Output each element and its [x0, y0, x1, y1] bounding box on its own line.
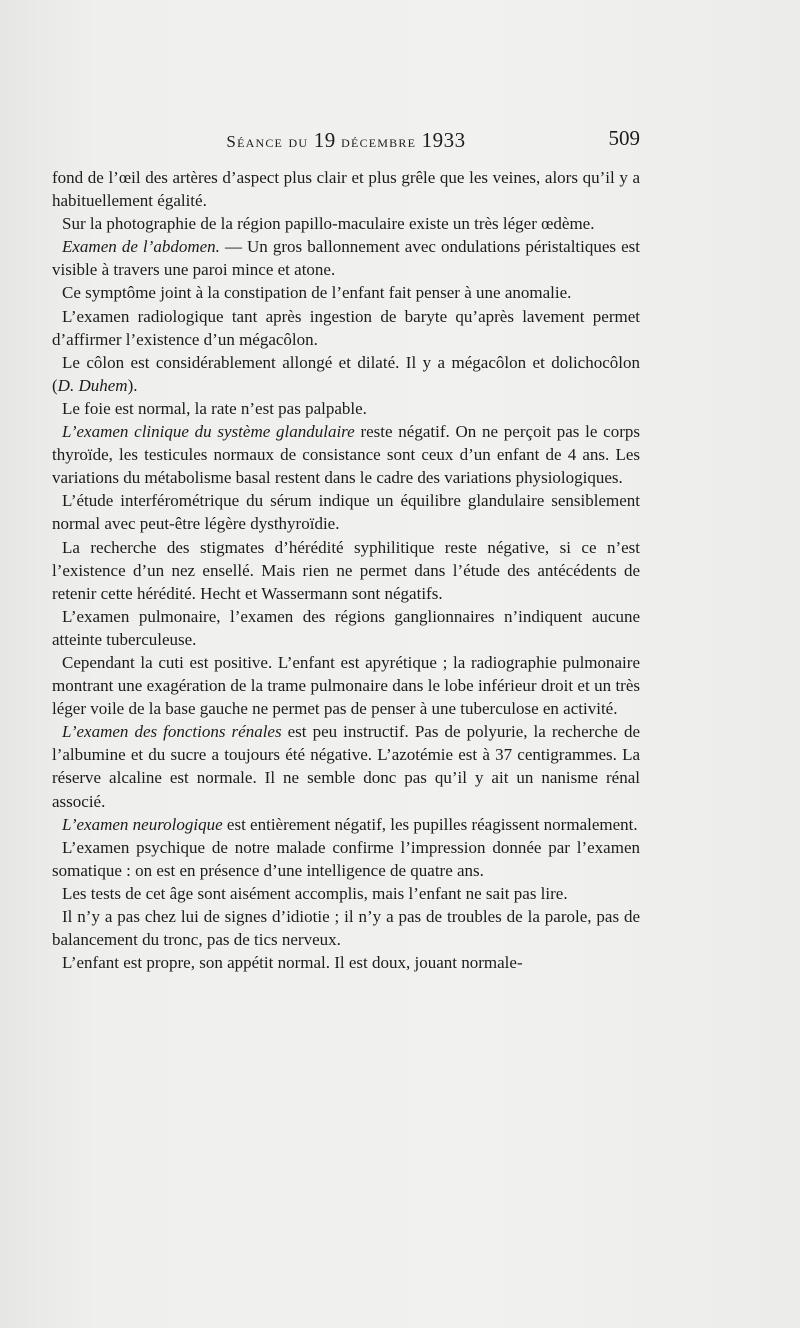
paragraph-psychique: [52, 836, 640, 882]
header-seance: Séance du: [226, 132, 309, 151]
paragraph-text: Ce symptôme joint à la constipation de l’enfant fait penser à une anomalie.: [62, 283, 572, 303]
paragraph-cuti: [52, 651, 640, 720]
paragraph-radiologique: [52, 305, 640, 351]
paragraph-text: Sur la photographie de la région papillo-maculaire existe un très léger œdème.: [62, 214, 595, 234]
paragraph-fonctions-renales: [52, 720, 640, 812]
paragraph-text: L’examen radiologique tant après ingestion de baryte qu’après lavement permet d’affirmer l’existence d’un mégacôlon.: [52, 306, 640, 349]
paragraph-idiotie: [52, 905, 640, 951]
paragraph-text: est peu instructif. Pas de polyurie, la recherche de l’albumine et du sucre a toujours été négative. L’azotémie est à 37 centigrammes. La réserve alcaline est normale. Il ne semble donc pas qu’il y ait un nanisme rénal associé.: [52, 722, 641, 811]
paragraph-fond-de-loeil: [52, 166, 640, 212]
header-year: 1933: [421, 128, 466, 152]
paragraph-neurologique: [52, 813, 640, 836]
paragraph-text: est entièrement négatif, les pupilles réagissent normalement.: [222, 814, 638, 834]
paragraph-lead-italic: Examen de l’abdomen.: [62, 237, 220, 257]
paragraph-interferometrique: [52, 489, 640, 535]
paragraph-examen-glandulaire: [52, 420, 640, 489]
running-title: [52, 128, 640, 153]
paragraph-text: La recherche des stigmates d’hérédité syphilitique reste négative, si ce n’est l’existence d’un nez ensellé. Mais rien ne permet dans l’étude des antécédents de retenir cette hérédité. Hecht et Wassermann sont négatifs.: [52, 537, 640, 603]
paragraph-symptome: [52, 281, 640, 304]
paragraph-lead-italic: L’examen neurologique: [62, 814, 223, 834]
page-number: 509: [608, 126, 640, 150]
paragraph-text: L’examen psychique de notre malade confirme l’impression donnée par l’examen somatique : on est en présence d’une intelligence de quatre ans.: [52, 837, 640, 880]
paragraph-lead-italic: L’examen des fonctions rénales: [62, 722, 282, 742]
header-day: 19: [313, 128, 336, 152]
paragraph-tests: [52, 882, 640, 905]
paragraph-text: ).: [127, 375, 138, 395]
paragraph-text: Le côlon est considérablement allongé et dilaté. Il y a mégacôlon et dolichocôlon (: [52, 352, 640, 395]
running-header: [52, 126, 640, 156]
paragraph-text: L’examen pulmonaire, l’examen des régions ganglionnaires n’indiquent aucune atteinte tuberculeuse.: [52, 606, 640, 649]
paragraph-examen-abdomen: [52, 235, 640, 281]
paragraph-photographie: [52, 212, 640, 235]
paragraph-text: — Un gros ballonnement avec ondulations péristaltiques est visible à travers une paroi mince et atone.: [52, 237, 640, 280]
header-month: décembre: [341, 132, 417, 151]
paragraph-text: reste négatif. On ne perçoit pas le corps thyroïde, les testicules normaux de consistance sont ceux d’un enfant de 4 ans. Les variations du métabolisme basal restent dans le cadre des variations physiologiques.: [52, 422, 640, 488]
paragraph-enfant-propre: [52, 951, 640, 974]
paragraph-pulmonaire: [52, 605, 640, 651]
paragraph-text: Cependant la cuti est positive. L’enfant est apyrétique ; la radiographie pulmonaire montrant une exagération de la trame pulmonaire dans le lobe inférieur droit et un très léger voile de la base gauche ne permet pas de penser à une tuberculose en activité.: [52, 652, 640, 719]
citation-italic: D. Duhem: [57, 375, 128, 395]
paragraph-heredite: [52, 536, 640, 605]
body-text: [52, 166, 640, 974]
paragraph-colon: [52, 351, 640, 397]
paragraph-text: fond de l’œil des artères d’aspect plus clair et plus grêle que les veines, alors qu’il y a habituellement égalité.: [52, 168, 640, 211]
paragraph-text: L’enfant est propre, son appétit normal. Il est doux, jouant normale-: [62, 953, 523, 973]
paragraph-text: Les tests de cet âge sont aisément accomplis, mais l’enfant ne sait pas lire.: [62, 883, 568, 903]
paragraph-foie: [52, 397, 640, 420]
paragraph-text: Le foie est normal, la rate n’est pas palpable.: [62, 398, 367, 418]
paragraph-lead-italic: L’examen clinique du système glandulaire: [62, 422, 355, 442]
paragraph-text: L’étude interférométrique du sérum indique un équilibre glandulaire sensiblement normal avec peut-être légère dysthyroïdie.: [52, 491, 640, 534]
paragraph-text: Il n’y a pas chez lui de signes d’idiotie ; il n’y a pas de troubles de la parole, pas de balancement du tronc, pas de tics nerveux.: [52, 907, 640, 950]
